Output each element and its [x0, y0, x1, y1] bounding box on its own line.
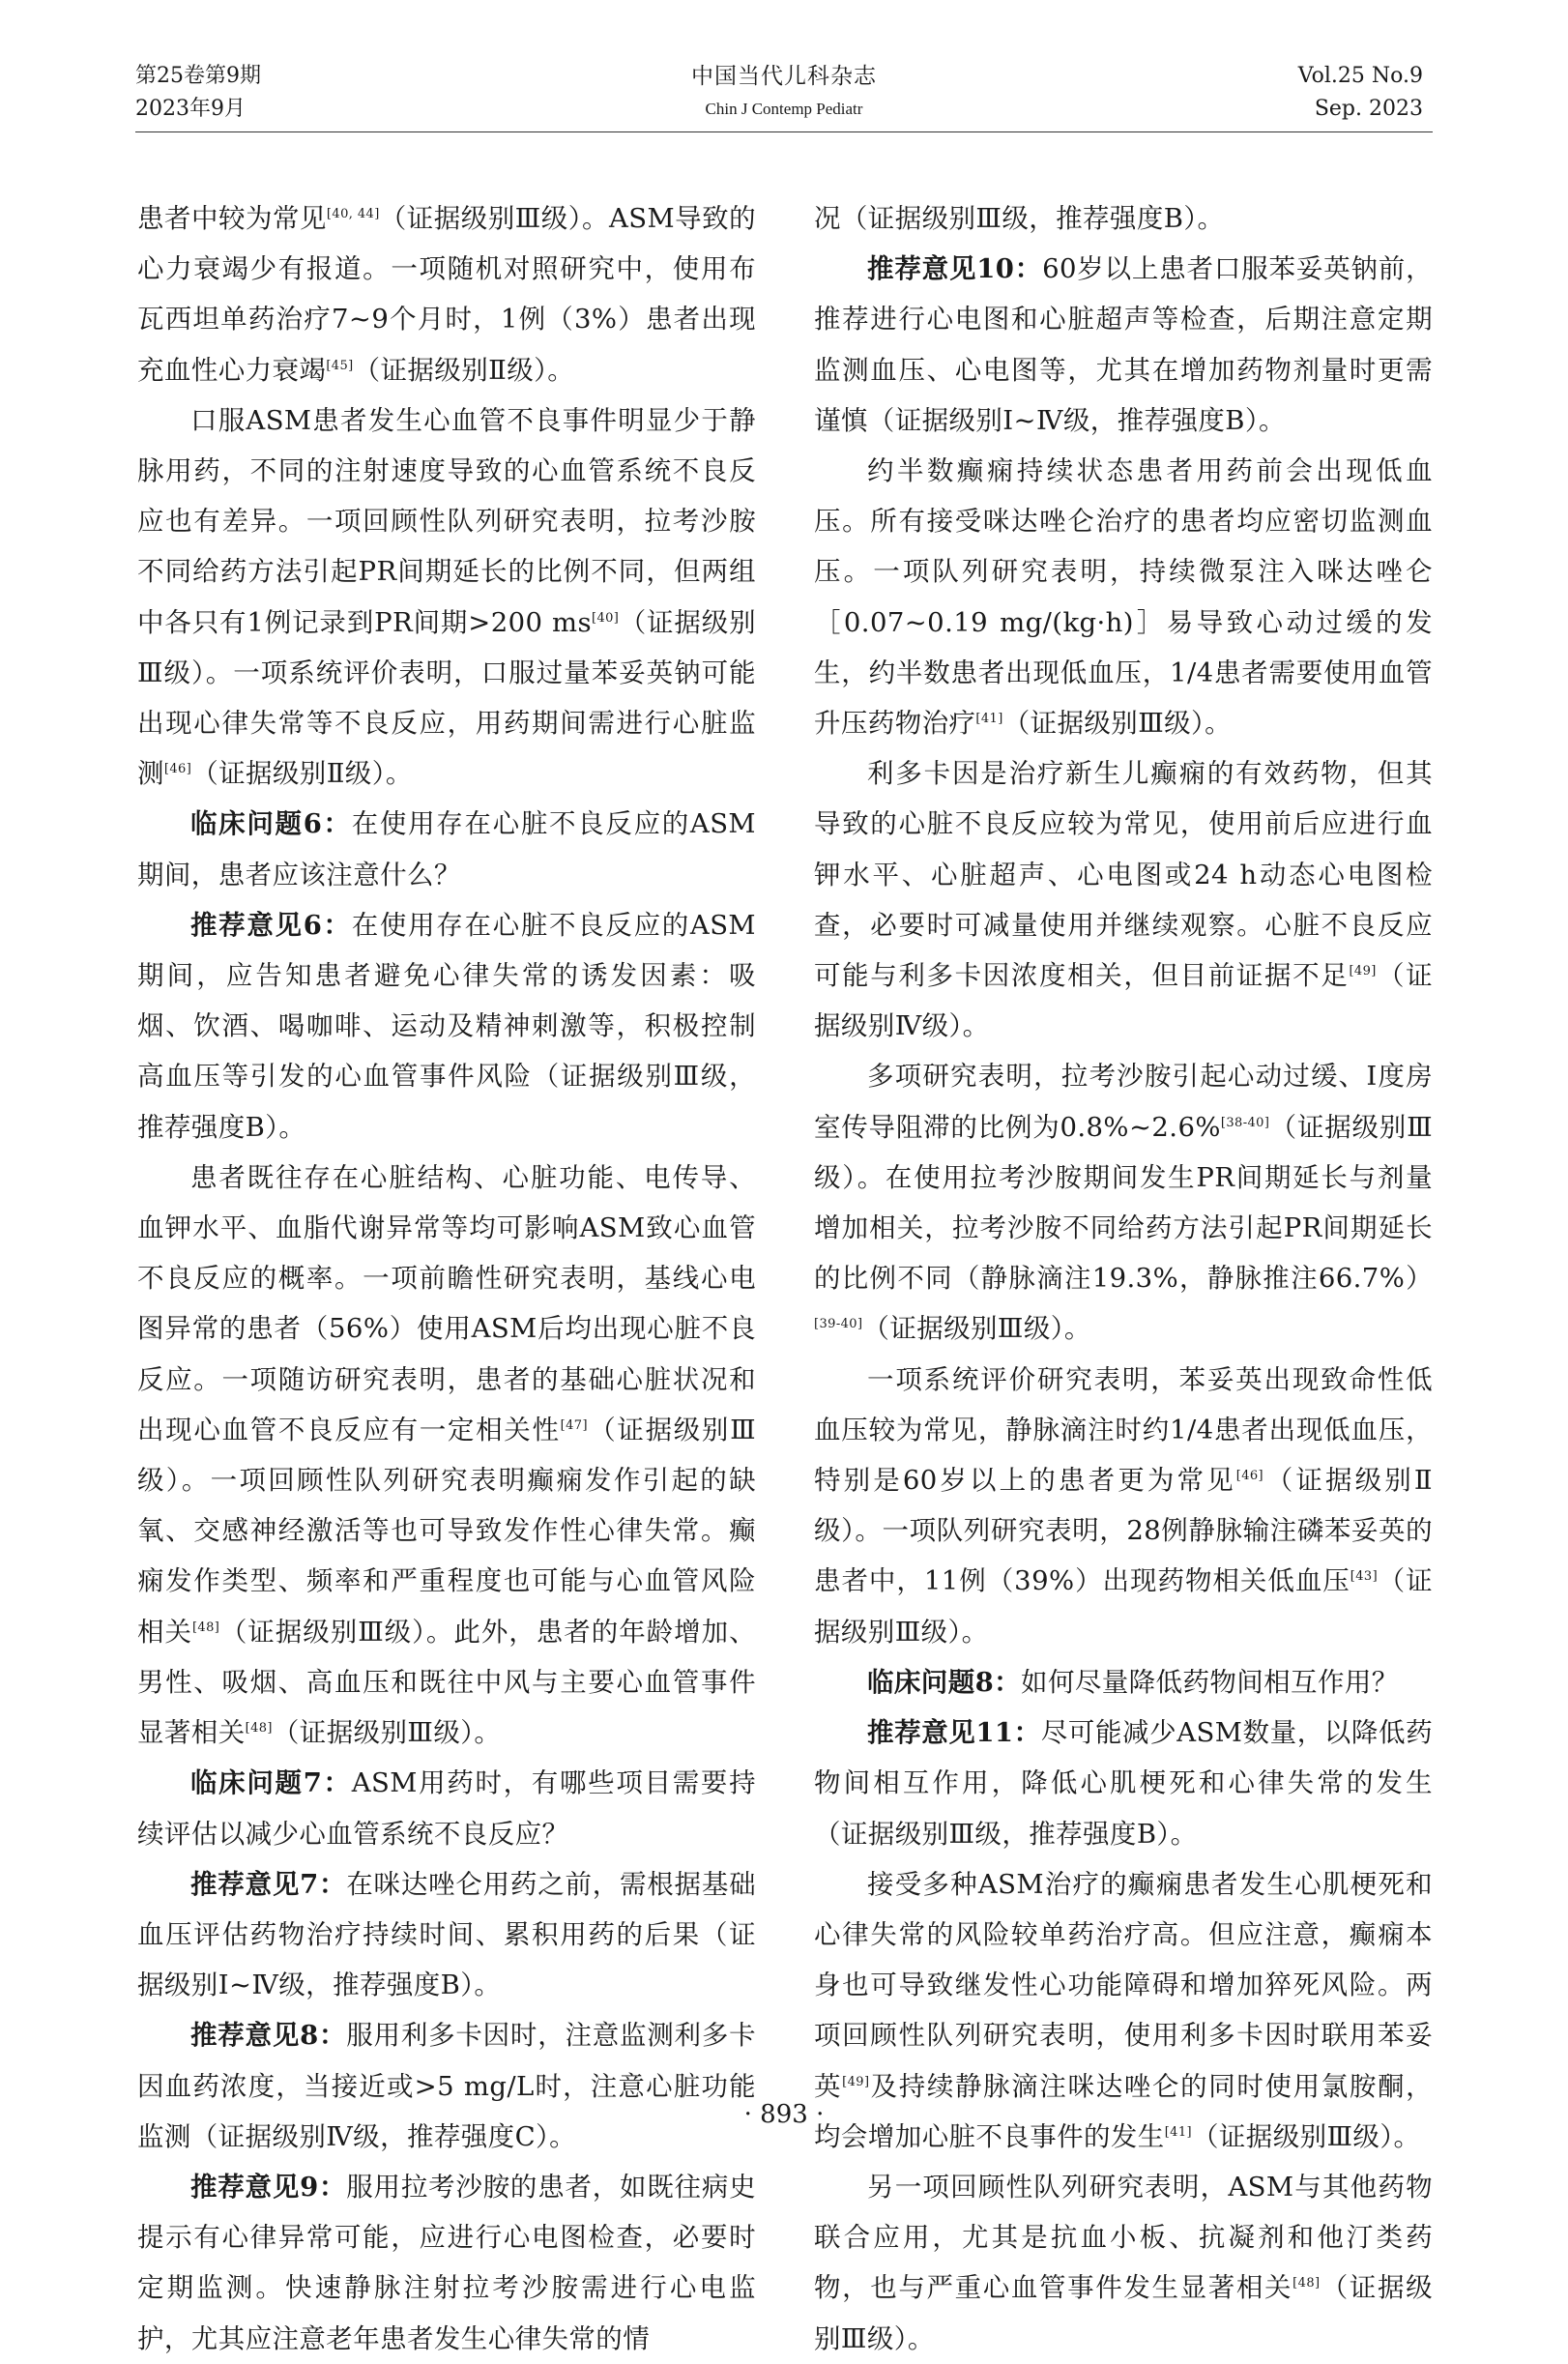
recommendation-label: 推荐意见6：	[190, 909, 352, 941]
citation: [38-40]	[1220, 1115, 1270, 1130]
journal-title-cn: 中国当代儿科杂志	[691, 64, 877, 89]
paragraph: 多项研究表明，拉考沙胺引起心动过缓、Ⅰ度房室传导阻滞的比例为0.8%~2.6%[38-40]（证据级别Ⅲ级）。在使用拉考沙胺期间发生PR间期延长与剂量增加相关，拉考沙胺不同给药方法引起PR间期延长的比例不同（静脉滴注19.3%，静脉推注66.7%）[39-40]（证据级别Ⅲ级）。	[814, 1061, 1433, 1345]
citation: [39-40]	[814, 1317, 863, 1332]
recommendation-6: 推荐意见6：在使用存在心脏不良反应的ASM期间，应告知患者避免心律失常的诱发因素：吸烟、饮酒、喝咖啡、运动及精神刺激等，积极控制高血压等引发的心血管事件风险（证据级别Ⅲ级，推荐强度B）。	[137, 909, 756, 1143]
citation: [48]	[245, 1721, 273, 1737]
header-date: 2023年9月	[135, 97, 246, 121]
page-number: · 893 ·	[743, 2100, 825, 2129]
header-month: Sep. 2023	[1314, 97, 1423, 121]
citation: [47]	[560, 1417, 588, 1433]
paragraph: 利多卡因是治疗新生儿癫痫的有效药物，但其导致的心脏不良反应较为常见，使用前后应进行血钾水平、心脏超声、心电图或24 h动态心电图检查，必要时可减量使用并继续观察。心脏不良反应可能与利多卡因浓度相关，但目前证据不足[49]（证据级别Ⅳ级）。	[814, 758, 1433, 1042]
recommendation-label: 推荐意见10：	[867, 253, 1043, 285]
citation: [41]	[975, 712, 1003, 727]
citation: [48]	[191, 1620, 220, 1635]
recommendation-10: 推荐意见10：60岁以上患者口服苯妥英钠前，推荐进行心电图和心脏超声等检查，后期注意定期监测血压、心电图等，尤其在增加药物剂量时更需谨慎（证据级别Ⅰ~Ⅳ级，推荐强度B）。	[814, 253, 1433, 436]
citation: [48]	[1292, 2276, 1321, 2291]
paragraph: 口服ASM患者发生心血管不良事件明显少于静脉用药，不同的注射速度导致的心血管系统不良反应也有差异。一项回顾性队列研究表明，拉考沙胺不同给药方法引起PR间期延长的比例不同，但两组中各只有1例记录到PR间期>200 ms[40]（证据级别Ⅲ级）。一项系统评价表明，口服过量苯妥英钠可能出现心律失常等不良反应，用药期间需进行心脏监测[46]（证据级别Ⅱ级）。	[137, 404, 756, 790]
citation: [43]	[1350, 1569, 1379, 1585]
header-vol-en	[1298, 60, 1423, 126]
recommendation-9: 推荐意见9：服用拉考沙胺的患者，如既往病史提示有心律异常可能，应进行心电图检查，必要时定期监测。快速静脉注射拉考沙胺需进行心电监护，尤其应注意老年患者发生心律失常的情	[137, 2171, 756, 2354]
recommendation-label: 推荐意见7：	[190, 1868, 347, 1900]
paragraph: 况（证据级别Ⅲ级，推荐强度B）。	[814, 203, 1225, 234]
journal-title-en: Chin J Contemp Pediatr	[705, 100, 863, 118]
recommendation-label: 推荐意见8：	[190, 2020, 347, 2052]
citation: [45]	[326, 358, 354, 373]
citation: [49]	[842, 2074, 870, 2089]
recommendation-label: 推荐意见11：	[867, 1717, 1041, 1749]
paragraph: 另一项回顾性队列研究表明，ASM与其他药物联合应用，尤其是抗血小板、抗凝剂和他汀类药物，也与严重心血管事件发生显著相关[48]（证据级别Ⅲ级）。	[814, 2171, 1433, 2354]
citation: [41]	[1164, 2124, 1192, 2140]
question-label: 临床问题7：	[190, 1767, 352, 1799]
header-rule	[135, 131, 1433, 132]
citation: [46]	[163, 762, 192, 777]
header-volume: 第25卷第9期	[135, 64, 261, 88]
paragraph: 一项系统评价研究表明，苯妥英出现致命性低血压较为常见，静脉滴注时约1/4患者出现低血压，特别是60岁以上的患者更为常见[46]（证据级别Ⅱ级）。一项队列研究表明，28例静脉输注磷苯妥英的患者中，11例（39%）出现药物相关低血压[43]（证据级别Ⅲ级）。	[814, 1363, 1433, 1648]
left-column	[137, 193, 756, 2364]
citation: [40]	[591, 610, 620, 626]
citation: [40, 44]	[326, 207, 380, 221]
right-column	[814, 193, 1433, 2364]
clinical-question-8: 临床问题8：如何尽量降低药物间相互作用？	[867, 1666, 1399, 1698]
recommendation-11: 推荐意见11：尽可能减少ASM数量，以降低药物间相互作用，降低心肌梗死和心律失常的发生（证据级别Ⅲ级，推荐强度B）。	[814, 1717, 1433, 1850]
question-label: 临床问题6：	[190, 808, 352, 840]
clinical-question-6: 临床问题6：在使用存在心脏不良反应的ASM期间，患者应该注意什么？	[137, 808, 756, 890]
citation: [46]	[1235, 1469, 1264, 1484]
recommendation-label: 推荐意见9：	[190, 2171, 347, 2203]
recommendation-7: 推荐意见7：在咪达唑仑用药之前，需根据基础血压评估药物治疗持续时间、累积用药的后果（证据级别Ⅰ~Ⅳ级，推荐强度B）。	[137, 1868, 756, 2001]
paragraph: 患者既往存在心脏结构、心脏功能、电传导、血钾水平、血脂代谢异常等均可影响ASM致心血管不良反应的概率。一项前瞻性研究表明，基线心电图异常的患者（56%）使用ASM后均出现心脏不良反应。一项随访研究表明，患者的基础心脏状况和出现心血管不良反应有一定相关性[47]（证据级别Ⅲ级）。一项回顾性队列研究表明癫痫发作引起的缺氧、交感神经激活等也可导致发作性心律失常。癫痫发作类型、频率和严重程度也可能与心血管风险相关[48]（证据级别Ⅲ级）。此外，患者的年龄增加、男性、吸烟、高血压和既往中风与主要心血管事件显著相关[48]（证据级别Ⅲ级）。	[137, 1161, 757, 1749]
question-label: 临床问题8：	[867, 1666, 1022, 1698]
citation: [49]	[1349, 964, 1377, 979]
paragraph: 患者中较为常见[40, 44]（证据级别Ⅲ级）。ASM导致的心力衰竭少有报道。一项随机对照研究中，使用布瓦西坦单药治疗7~9个月时，1例（3%）患者出现充血性心力衰竭[45]（证据级别Ⅱ级）。	[137, 203, 756, 386]
clinical-question-7: 临床问题7：ASM用药时，有哪些项目需要持续评估以减少心血管系统不良反应？	[137, 1767, 756, 1850]
paragraph: 接受多种ASM治疗的癫痫患者发生心肌梗死和心律失常的风险较单药治疗高。但应注意，癫痫本身也可导致继发性心功能障碍和增加猝死风险。两项回顾性队列研究表明，使用利多卡因时联用苯妥英[49]及持续静脉滴注咪达唑仑的同时使用氯胺酮，均会增加心脏不良事件的发生[41]（证据级别Ⅲ级）。	[814, 1868, 1434, 2152]
header-vol-no: Vol.25 No.9	[1297, 64, 1423, 88]
recommendation-8: 推荐意见8：服用利多卡因时，注意监测利多卡因血药浓度，当接近或>5 mg/L时，注意心脏功能监测（证据级别Ⅳ级，推荐强度C）。	[137, 2020, 756, 2152]
paragraph: 约半数癫痫持续状态患者用药前会出现低血压。所有接受咪达唑仑治疗的患者均应密切监测血压。一项队列研究表明，持续微泵注入咪达唑仑［0.07~0.19 mg/(kg·h)］易导致心动过缓的发生，约半数患者出现低血压，1/4患者需要使用血管升压药物治疗[41]（证据级别Ⅲ级）。	[814, 455, 1433, 740]
